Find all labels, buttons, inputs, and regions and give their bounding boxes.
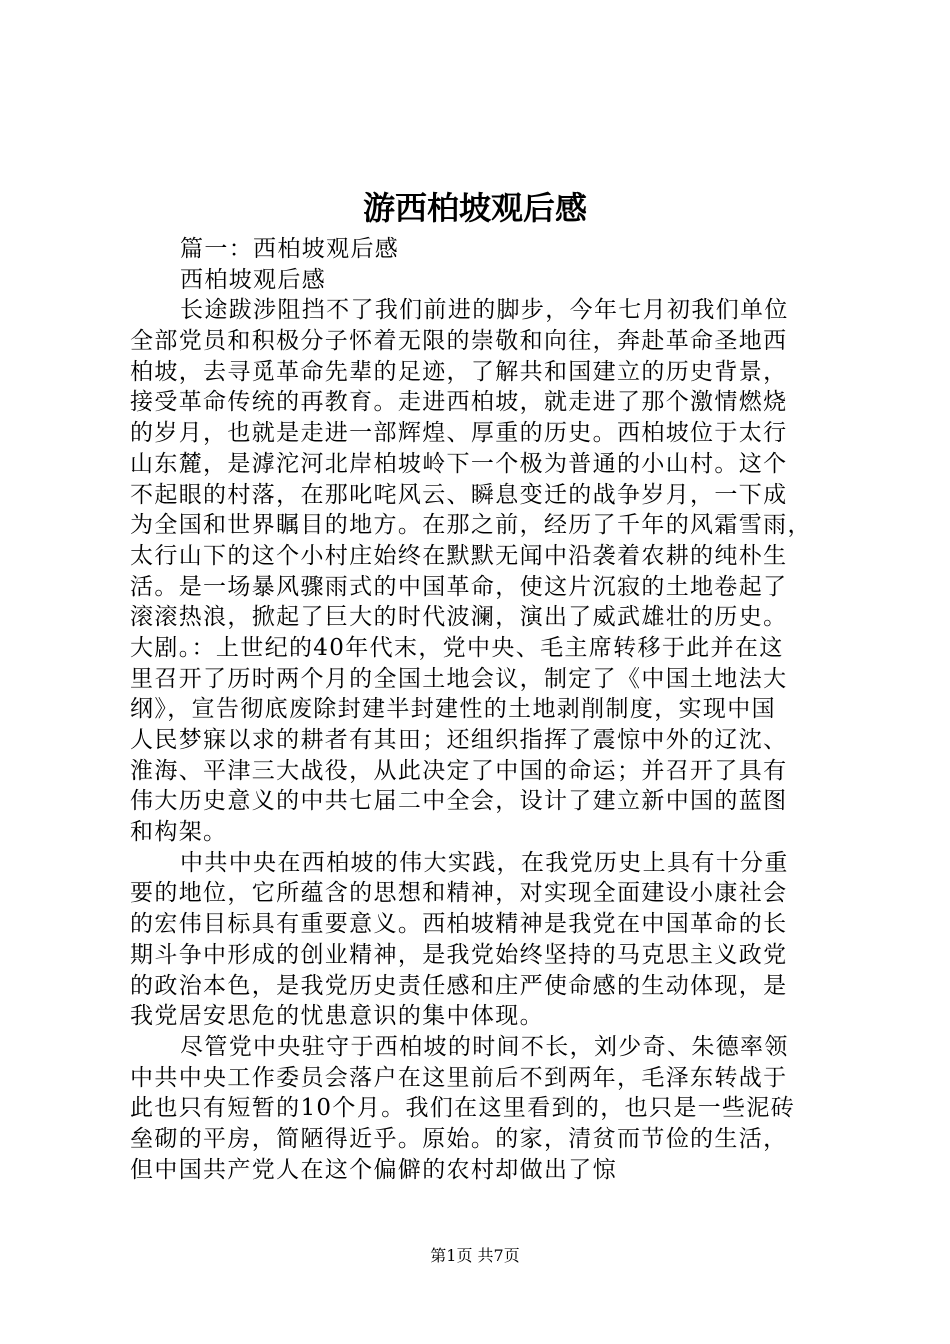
text-line: 中共中央工作委员会落户在这里前后不到两年，毛泽东转战于 [130,1064,788,1091]
text-line: 全部党员和积极分子怀着无限的崇敬和向往，奔赴革命圣地西 [130,328,788,355]
text-line: 活。是一场暴风骤雨式的中国革命，使这片沉寂的土地卷起了 [130,573,788,600]
text-line: 伟大历史意义的中共七届二中全会，设计了建立新中国的蓝图 [130,788,788,815]
text-line: 我党居安思危的忧患意识的集中体现。 [130,1003,544,1030]
text-line: 的政治本色，是我党历史责任感和庄严使命感的生动体现，是 [130,972,788,999]
text-line: 为全国和世界瞩目的地方。在那之前，经历了千年的风霜雪雨， [130,512,812,539]
text-line: 山东麓，是滹沱河北岸柏坡岭下一个极为普通的小山村。这个 [130,450,788,477]
text-line: 此也只有短暂的10个月。我们在这里看到的，也只是一些泥砖 [130,1095,796,1122]
text-line: 篇一：西柏坡观后感 [180,236,400,262]
text-line: 纲》，宣告彻底废除封建半封建性的土地剥削制度，实现中国 [130,696,776,723]
text-line: 人民梦寐以求的耕者有其田；还组织指挥了震惊中外的辽沈、 [130,727,788,753]
page-footer: 第1页 共7页 [430,1246,520,1265]
text-line: 西柏坡观后感 [180,266,327,293]
text-line: 的岁月，也就是走进一部辉煌、厚重的历史。西柏坡位于太行 [130,420,788,447]
text-line: 接受革命传统的再教育。走进西柏坡，就走进了那个激情燃烧 [130,389,788,416]
text-line: 中共中央在西柏坡的伟大实践，在我党历史上具有十分重 [180,849,789,876]
text-line: 不起眼的村落，在那叱咤风云、瞬息变迁的战争岁月，一下成 [130,481,788,508]
text-line: 大剧。：上世纪的40年代末，党中央、毛主席转移于此并在这 [130,634,784,661]
text-line: 柏坡，去寻觅革命先辈的足迹，了解共和国建立的历史背景， [130,358,788,385]
text-line: 滚滚热浪，掀起了巨大的时代波澜，演出了威武雄壮的历史。 [130,604,788,631]
text-line: 太行山下的这个小村庄始终在默默无闻中沿袭着农耕的纯朴生 [130,542,788,569]
text-line: 长途跋涉阻挡不了我们前进的脚步，今年七月初我们单位 [180,297,789,324]
text-line: 要的地位，它所蕴含的思想和精神，对实现全面建设小康社会 [130,880,788,907]
document-body [130,234,830,1185]
text-line: 里召开了历时两个月的全国土地会议，制定了《中国土地法大 [130,665,788,692]
text-line: 和构架。 [130,819,228,846]
text-line: 但中国共产党人在这个偏僻的农村却做出了惊 [130,1156,617,1183]
document-title: 游西柏坡观后感 [362,189,587,227]
text-line: 的宏伟目标具有重要意义。西柏坡精神是我党在中国革命的长 [130,911,788,938]
text-line: 淮海、平津三大战役，从此决定了中国的命运；并召开了具有 [130,757,788,784]
text-line: 期斗争中形成的创业精神，是我党始终坚持的马克思主义政党 [130,941,788,968]
text-line: 尽管党中央驻守于西柏坡的时间不长，刘少奇、朱德率领 [180,1033,789,1060]
text-line: 垒砌的平房，简陋得近乎。原始。的家，清贫而节俭的生活， [130,1125,788,1152]
